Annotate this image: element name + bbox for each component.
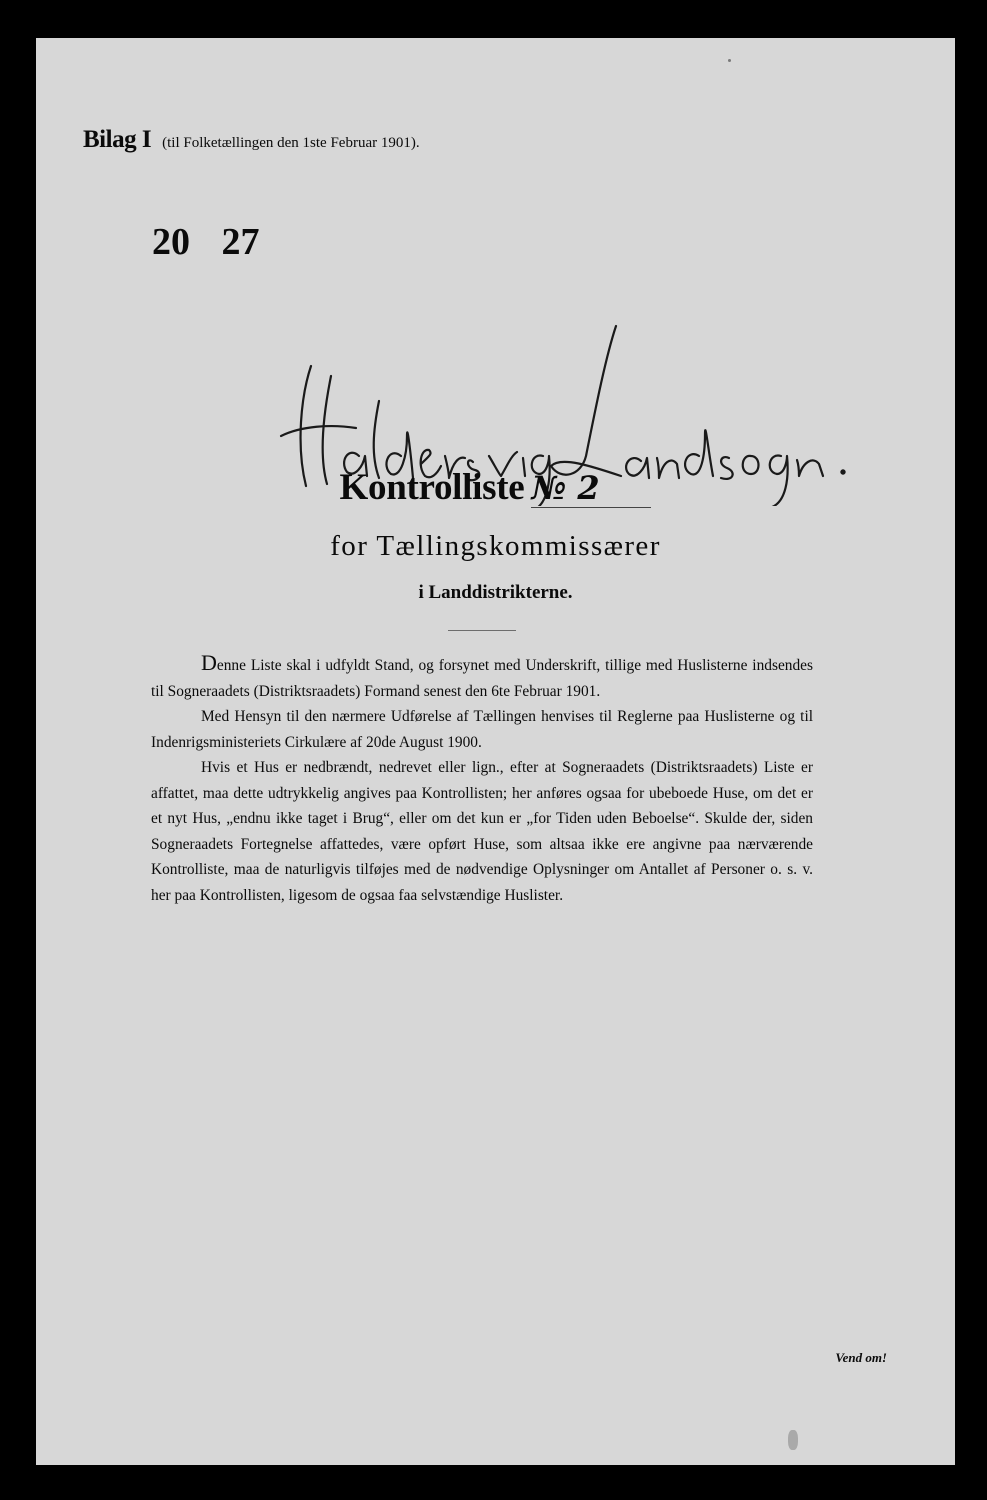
- document-title-row: [36, 466, 955, 509]
- turn-over-note: Vend om!: [835, 1350, 887, 1365]
- paper-speck: [788, 1430, 798, 1450]
- bilag-header: [83, 126, 420, 154]
- document-title: Kontrolliste: [339, 467, 525, 508]
- bilag-label: Bilag I: [83, 126, 152, 153]
- instructions-paragraph-2: Med Hensyn til den nærmere Udførelse af Tællingen henvises til Reglerne paa Huslisterne og til Indenrigsministeriets Cirkulære af 20de August 1900.: [151, 708, 813, 751]
- paper-speck: [728, 59, 731, 62]
- document-subtitle: for Tællingskommissærer: [330, 530, 661, 562]
- instructions-paragraph-1: [151, 650, 813, 704]
- instructions-text: [151, 650, 813, 908]
- bilag-reference: (til Folketællingen den 1ste Februar 1901).: [162, 135, 420, 151]
- paragraph-1-text: enne Liste skal i udfyldt Stand, og forsynet med Underskrift, tillige med Huslisterne indsendes til Sogneraadets (Distriktsraadets) Formand senest den 6te Februar 1901.: [151, 657, 813, 700]
- archive-number: 20 27: [152, 221, 260, 263]
- list-number: № 2: [531, 469, 651, 508]
- divider-rule: [448, 630, 516, 631]
- census-form-page: [36, 38, 955, 1465]
- instructions-paragraph-3: Hvis et Hus er nedbrændt, nedrevet eller lign., efter at Sogneraadets (Distriktsraadets) Liste er affattet, maa dette udtrykkelig angives paa Kontrollisten; her anføres ogsaa for ubeboede Huse, om det er et nyt Hus, „endnu ikke taget i Brug“, eller om det kun er „for Tiden uden Beboelse“. Skulde der, siden Sogneraadets Fortegnelse affattedes, være opført Huse, som altsaa ikke ere angivne paa nærværende Kontrolliste, maa de naturligvis tilføjes med de nødvendige Oplysninger om Antallet af Personer o. s. v. her paa Kontrollisten, ligesom de ogsaa faa selvstændige Huslister.: [151, 759, 813, 904]
- document-subtitle-2: i Landdistrikterne.: [418, 582, 573, 603]
- dropcap: D: [201, 650, 217, 675]
